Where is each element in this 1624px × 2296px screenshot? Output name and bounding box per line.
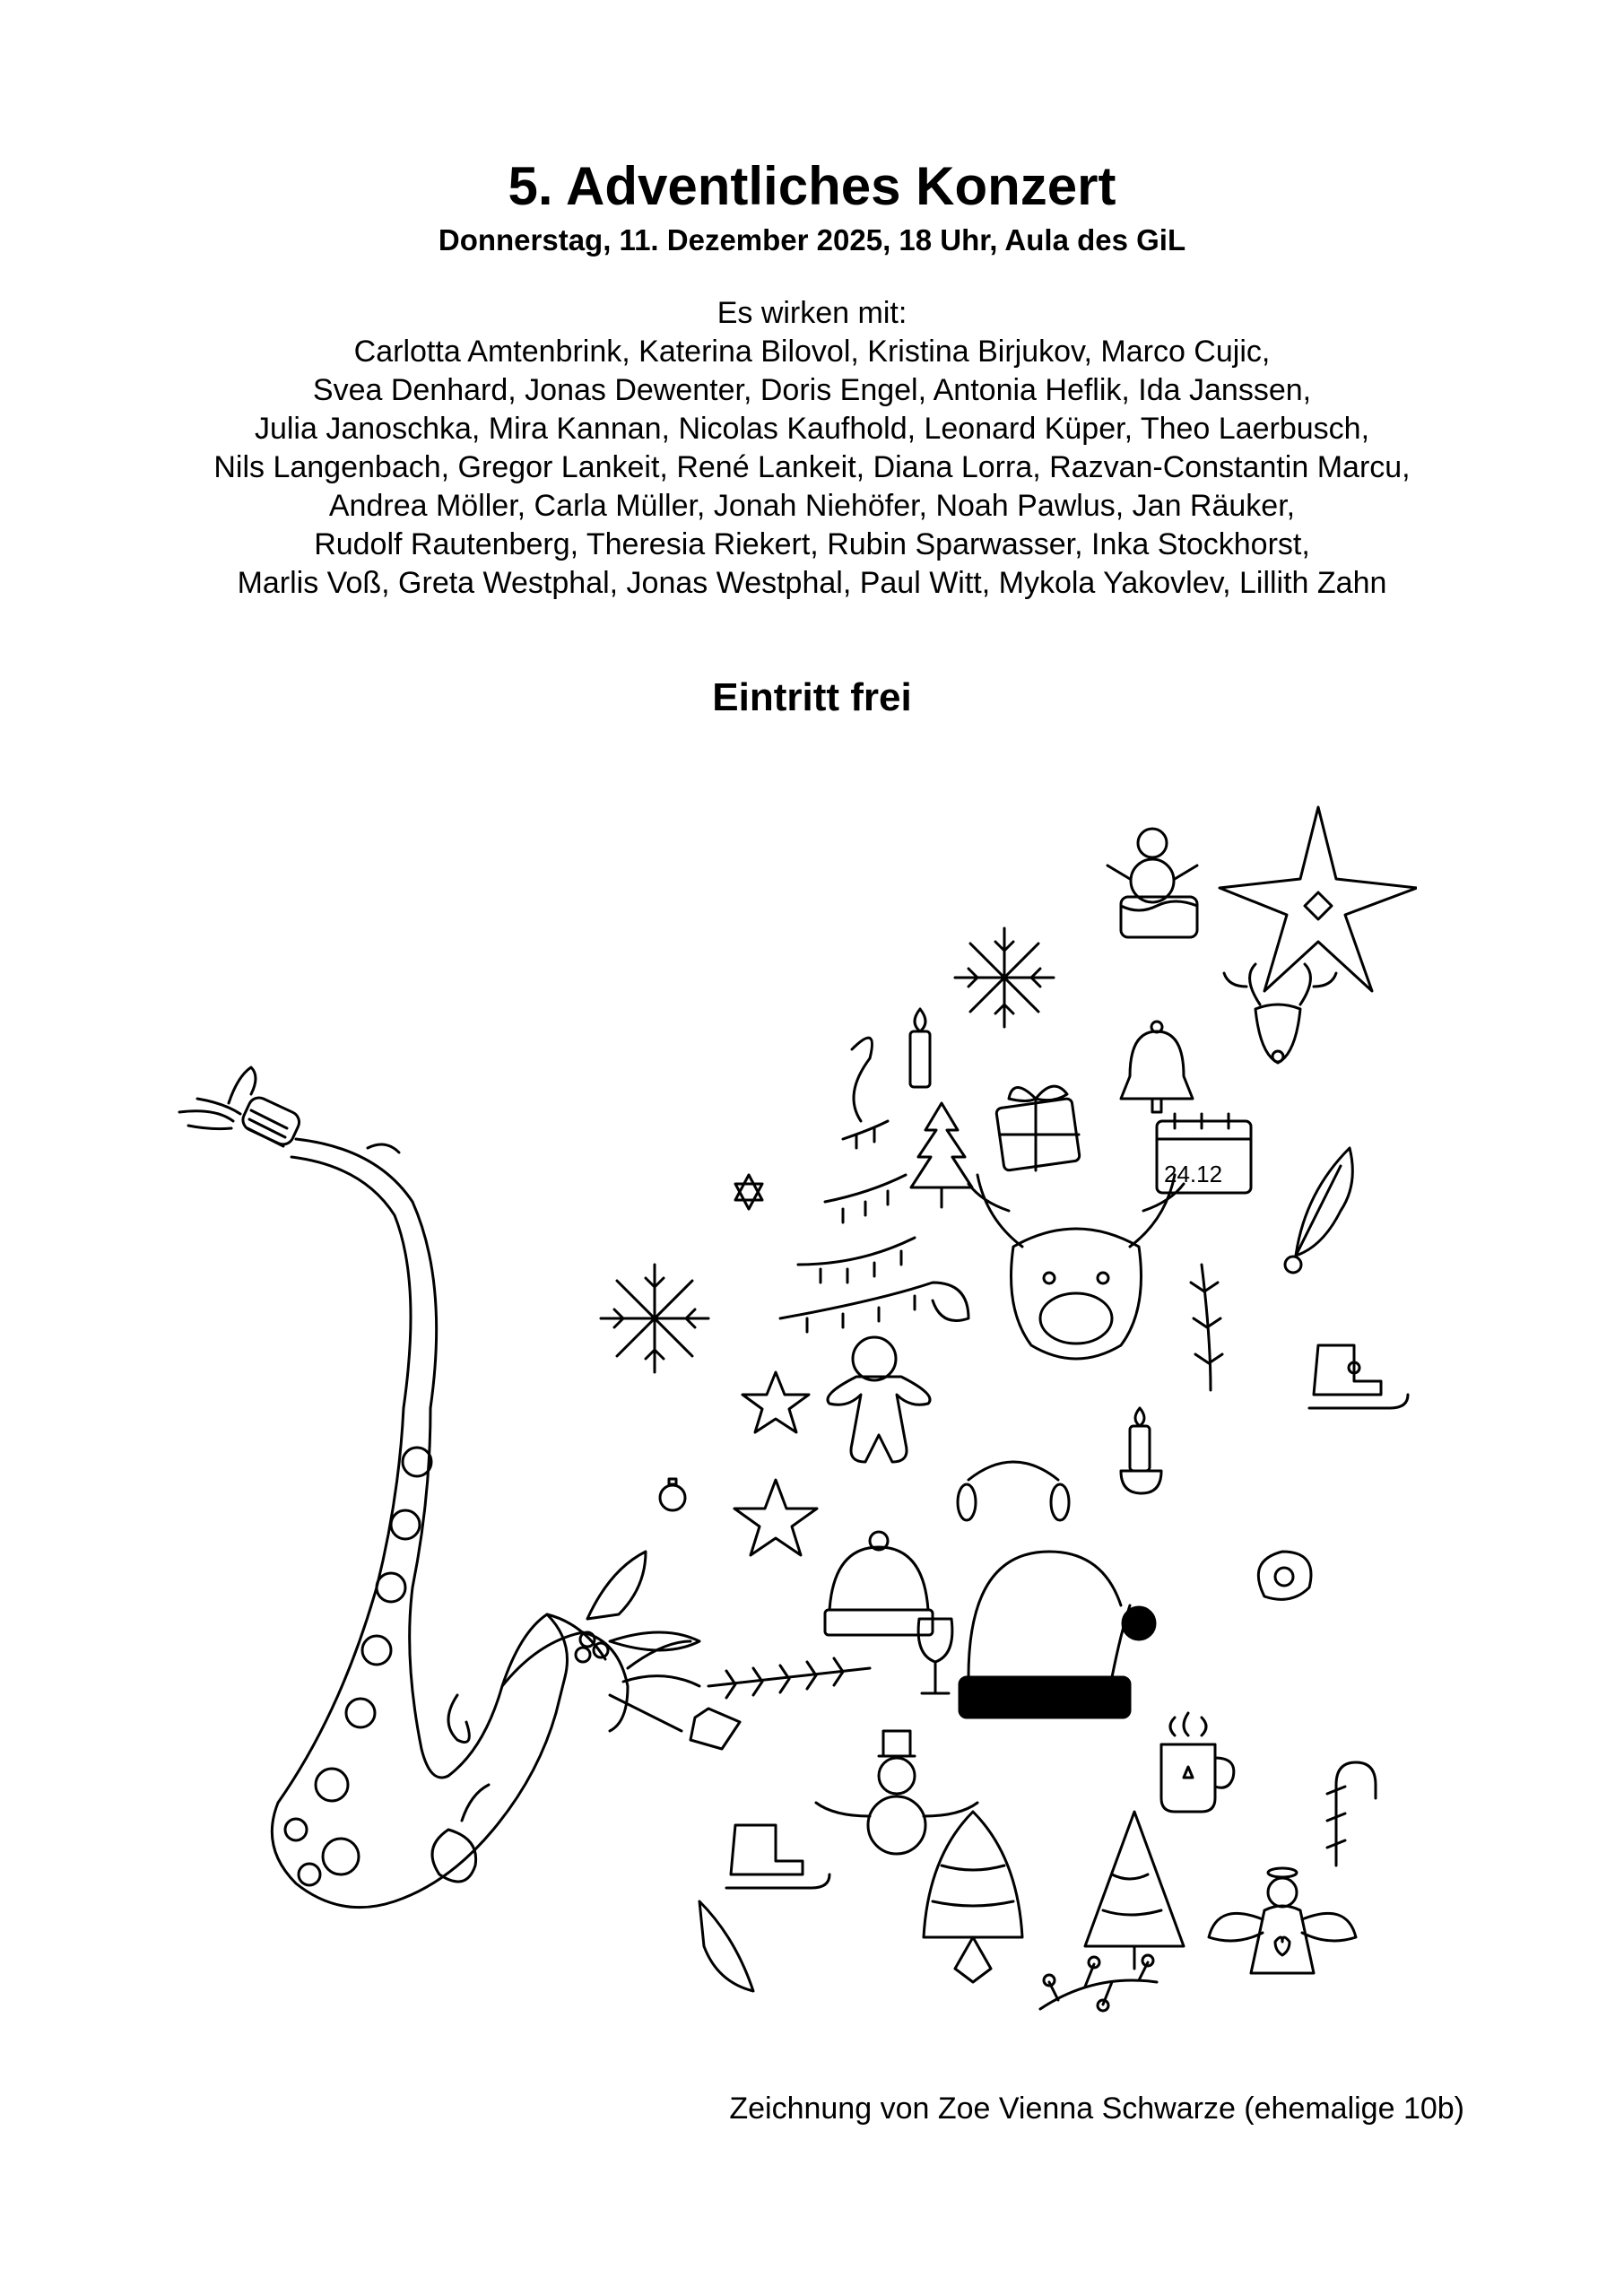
sled-icon <box>1309 1345 1408 1408</box>
gingerbread-icon <box>828 1337 930 1462</box>
gift-icon <box>996 1086 1081 1170</box>
performers-line: Carlotta Amtenbrink, Katerina Bilovol, Kristina Birjukov, Marco Cujic, <box>353 335 1271 369</box>
star-of-david-icon <box>735 1175 762 1209</box>
earmuffs-icon <box>958 1462 1069 1520</box>
snowman-icon <box>1107 829 1197 937</box>
snowflake-icon <box>601 1265 708 1372</box>
page-title: 5. Adventliches Konzert <box>508 156 1116 216</box>
santa-hat-icon <box>960 1552 1155 1718</box>
performers-list <box>0 333 1624 603</box>
sled-icon <box>726 1825 829 1888</box>
calendar-date: 24.12 <box>1164 1161 1223 1187</box>
angel-icon <box>1209 1868 1356 1973</box>
performers-line: Marlis Voß, Greta Westphal, Jonas Westphal, Paul Witt, Mykola Yakovlev, Lillith Zahn <box>237 566 1387 600</box>
calendar-icon <box>1157 1114 1251 1193</box>
garland-tree-icon <box>780 1038 968 1332</box>
mitten-icon <box>690 1709 740 1749</box>
tree-icon <box>924 1812 1022 1982</box>
candle-icon <box>910 1009 930 1087</box>
star-icon <box>743 1372 809 1432</box>
beanie-icon <box>825 1532 933 1635</box>
saxophone-drawing <box>161 780 1417 2018</box>
bell-icon <box>1121 1022 1193 1112</box>
drawing-credit: Zeichnung von Zoe Vienna Schwarze (ehemalige 10b) <box>729 2092 1464 2126</box>
performers-line: Andrea Möller, Carla Müller, Jonah Niehöfer, Noah Pawlus, Jan Räuker, <box>328 489 1296 523</box>
performers-intro: Es wirken mit: <box>716 296 908 330</box>
mug-icon <box>1161 1713 1234 1812</box>
performers-line: Julia Janoschka, Mira Kannan, Nicolas Kaufhold, Leonard Küper, Theo Laerbusch, <box>254 412 1370 446</box>
saxophone-icon <box>179 1067 628 1908</box>
tealight-icon <box>1258 1552 1311 1599</box>
candle-holder-icon <box>1121 1408 1161 1493</box>
reindeer-icon <box>1224 964 1336 1063</box>
holly-icon <box>576 1552 699 1662</box>
sprig-icon <box>708 1658 870 1698</box>
performers-line: Rudolf Rautenberg, Theresia Riekert, Rubin Sparwasser, Inka Stockhorst, <box>314 527 1310 561</box>
candy-cane-icon <box>1327 1762 1376 1866</box>
snowflake-icon <box>955 928 1054 1027</box>
star-icon <box>734 1480 817 1555</box>
reindeer-face-icon <box>968 1175 1184 1359</box>
event-date-location: Donnerstag, 11. Dezember 2025, 18 Uhr, Aula des GiL <box>438 223 1186 257</box>
branch-icon <box>1191 1265 1222 1390</box>
performers-line: Svea Denhard, Jonas Dewenter, Doris Engel, Antonia Heflik, Ida Janssen, <box>312 373 1312 407</box>
poinsettia-icon <box>1220 807 1417 991</box>
glass-icon <box>918 1619 952 1693</box>
ornament-icon <box>660 1479 685 1510</box>
berry-branch-icon <box>1040 1955 1157 2011</box>
tree-icon <box>911 1103 972 1207</box>
admission-note: Eintritt frei <box>712 675 912 719</box>
holly-leaf-icon <box>699 1901 753 1991</box>
performers-line: Nils Langenbach, Gregor Lankeit, René Lankeit, Diana Lorra, Razvan-Constantin Marcu, <box>213 450 1411 484</box>
holly-leaf-icon <box>1285 1148 1352 1273</box>
tree-icon <box>1085 1812 1184 1969</box>
